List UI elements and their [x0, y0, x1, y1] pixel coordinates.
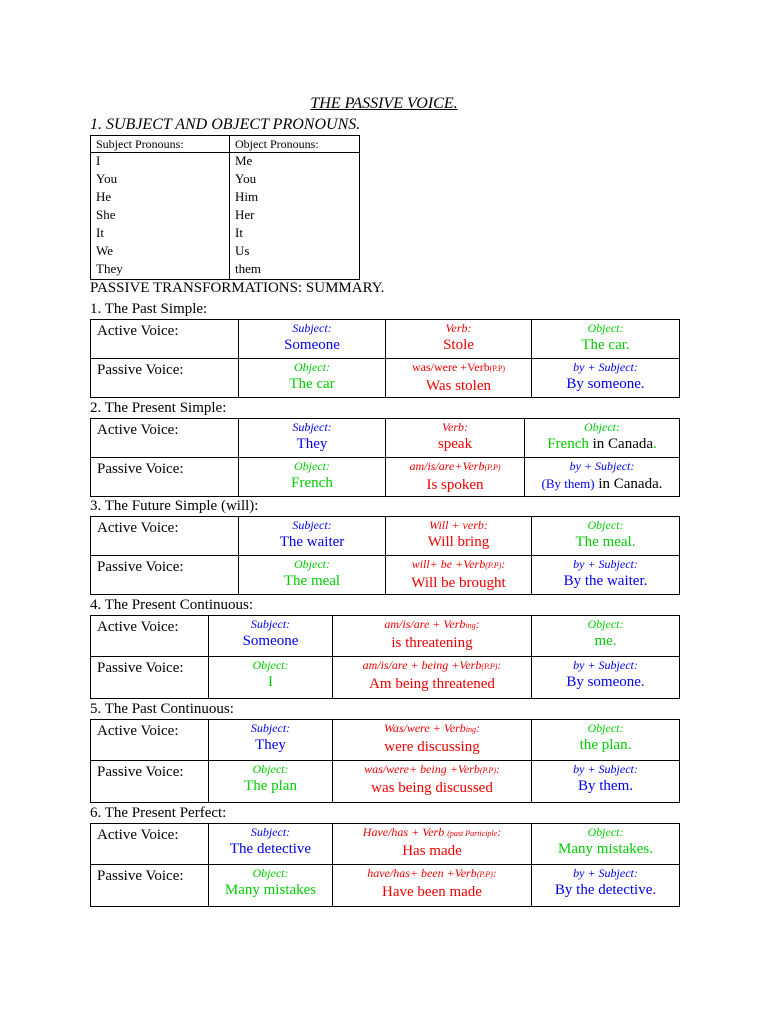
tense-heading-future-simple: 3. The Future Simple (will): — [90, 498, 259, 514]
object-cell: Object: I — [209, 657, 333, 699]
passive-voice-label: Passive Voice: — [91, 458, 239, 497]
verb-cell: am/is/are+Verb(P.P) Is spoken — [386, 458, 525, 497]
verb-cell: am/is/are + being +Verb(P.P): Am being threatened — [333, 657, 532, 699]
passive-voice-row — [91, 556, 680, 595]
verb-cell: Verb: speak — [386, 419, 525, 458]
active-voice-label: Active Voice: — [91, 517, 239, 556]
verb-cell: was/were+ being +Verb(P.P): was being discussed — [333, 761, 532, 803]
subject-pronoun: You — [91, 171, 230, 189]
active-voice-row — [91, 720, 680, 761]
by-subject-cell: by + Subject: By the detective. — [532, 865, 680, 907]
table-row — [91, 225, 360, 243]
pronouns-header-row — [91, 136, 360, 153]
verb-cell: was/were +Verb(P.P) Was stolen — [386, 359, 532, 398]
subject-pronoun: She — [91, 207, 230, 225]
page-title: THE PASSIVE VOICE. — [310, 95, 458, 112]
passive-voice-row — [91, 359, 680, 398]
object-pronoun: Her — [230, 207, 360, 225]
subject-cell: Subject: The detective — [209, 824, 333, 865]
subject-cell: Subject: They — [209, 720, 333, 761]
section-heading-pronouns: 1. SUBJECT AND OBJECT PRONOUNS. — [90, 116, 361, 133]
active-voice-label: Active Voice: — [91, 824, 209, 865]
active-voice-row — [91, 824, 680, 865]
object-cell: Object: French in Canada. — [525, 419, 680, 458]
tense-heading-present-perfect: 6. The Present Perfect: — [90, 805, 227, 821]
object-cell: Object: me. — [532, 616, 680, 657]
object-cell: Object: The meal. — [532, 517, 680, 556]
active-voice-label: Active Voice: — [91, 616, 209, 657]
subject-pronoun: We — [91, 243, 230, 261]
passive-voice-label: Passive Voice: — [91, 761, 209, 803]
tense-table-present-continuous — [90, 615, 680, 699]
verb-cell: Have/has + Verb (past Participle: Has made — [333, 824, 532, 865]
table-row — [91, 207, 360, 225]
passive-voice-row — [91, 865, 680, 907]
by-subject-cell: by + Subject: By someone. — [532, 657, 680, 699]
tense-table-future-simple — [90, 516, 680, 595]
verb-cell: am/is/are + Verbing: is threatening — [333, 616, 532, 657]
active-voice-row — [91, 320, 680, 359]
subject-cell: Subject: Someone — [209, 616, 333, 657]
by-subject-cell: by + Subject: By the waiter. — [532, 556, 680, 595]
object-cell: Object: French — [239, 458, 386, 497]
object-cell: Object: The plan — [209, 761, 333, 803]
object-pronoun: Us — [230, 243, 360, 261]
object-cell: Object: The car — [239, 359, 386, 398]
tense-table-past-continuous — [90, 719, 680, 803]
verb-cell: have/has+ been +Verb(P.P): Have been made — [333, 865, 532, 907]
passive-voice-label: Passive Voice: — [91, 556, 239, 595]
object-pronouns-header: Object Pronouns: — [230, 136, 360, 153]
object-pronoun: It — [230, 225, 360, 243]
tense-table-present-simple — [90, 418, 680, 497]
tense-table-past-simple — [90, 319, 680, 398]
subject-pronouns-header: Subject Pronouns: — [91, 136, 230, 153]
active-voice-row — [91, 616, 680, 657]
active-voice-label: Active Voice: — [91, 320, 239, 359]
object-pronoun: You — [230, 171, 360, 189]
subject-pronoun: I — [91, 153, 230, 172]
object-cell: Object: Many mistakes. — [532, 824, 680, 865]
summary-heading: PASSIVE TRANSFORMATIONS: SUMMARY. — [90, 280, 385, 296]
verb-cell: Was/were + Verbing: were discussing — [333, 720, 532, 761]
object-cell: Object: The car. — [532, 320, 680, 359]
passive-voice-row — [91, 458, 680, 497]
object-pronoun: Him — [230, 189, 360, 207]
verb-cell: will+ be +Verb(P.P): Will be brought — [386, 556, 532, 595]
object-cell: Object: the plan. — [532, 720, 680, 761]
subject-cell: Subject: They — [239, 419, 386, 458]
by-subject-cell: by + Subject: By them. — [532, 761, 680, 803]
pronouns-table — [90, 135, 360, 280]
passive-voice-label: Passive Voice: — [91, 359, 239, 398]
table-row — [91, 153, 360, 172]
tense-table-present-perfect — [90, 823, 680, 907]
object-cell: Object: The meal — [239, 556, 386, 595]
subject-pronoun: It — [91, 225, 230, 243]
object-cell: Object: Many mistakes — [209, 865, 333, 907]
tense-heading-past-simple: 1. The Past Simple: — [90, 301, 208, 317]
table-row — [91, 243, 360, 261]
table-row — [91, 189, 360, 207]
verb-cell: Verb: Stole — [386, 320, 532, 359]
table-row — [91, 171, 360, 189]
by-subject-cell: by + Subject: (By them) in Canada. — [525, 458, 680, 497]
passive-voice-row — [91, 761, 680, 803]
subject-pronoun: They — [91, 261, 230, 280]
active-voice-label: Active Voice: — [91, 419, 239, 458]
subject-pronoun: He — [91, 189, 230, 207]
passive-voice-label: Passive Voice: — [91, 865, 209, 907]
active-voice-label: Active Voice: — [91, 720, 209, 761]
tense-heading-past-continuous: 5. The Past Continuous: — [90, 701, 234, 717]
active-voice-row — [91, 517, 680, 556]
table-row — [91, 261, 360, 280]
subject-cell: Subject: The waiter — [239, 517, 386, 556]
passive-voice-row — [91, 657, 680, 699]
tense-heading-present-simple: 2. The Present Simple: — [90, 400, 227, 416]
object-pronoun: them — [230, 261, 360, 280]
object-pronoun: Me — [230, 153, 360, 172]
by-subject-cell: by + Subject: By someone. — [532, 359, 680, 398]
tense-heading-present-continuous: 4. The Present Continuous: — [90, 597, 254, 613]
passive-voice-label: Passive Voice: — [91, 657, 209, 699]
subject-cell: Subject: Someone — [239, 320, 386, 359]
active-voice-row — [91, 419, 680, 458]
verb-cell: Will + verb: Will bring — [386, 517, 532, 556]
